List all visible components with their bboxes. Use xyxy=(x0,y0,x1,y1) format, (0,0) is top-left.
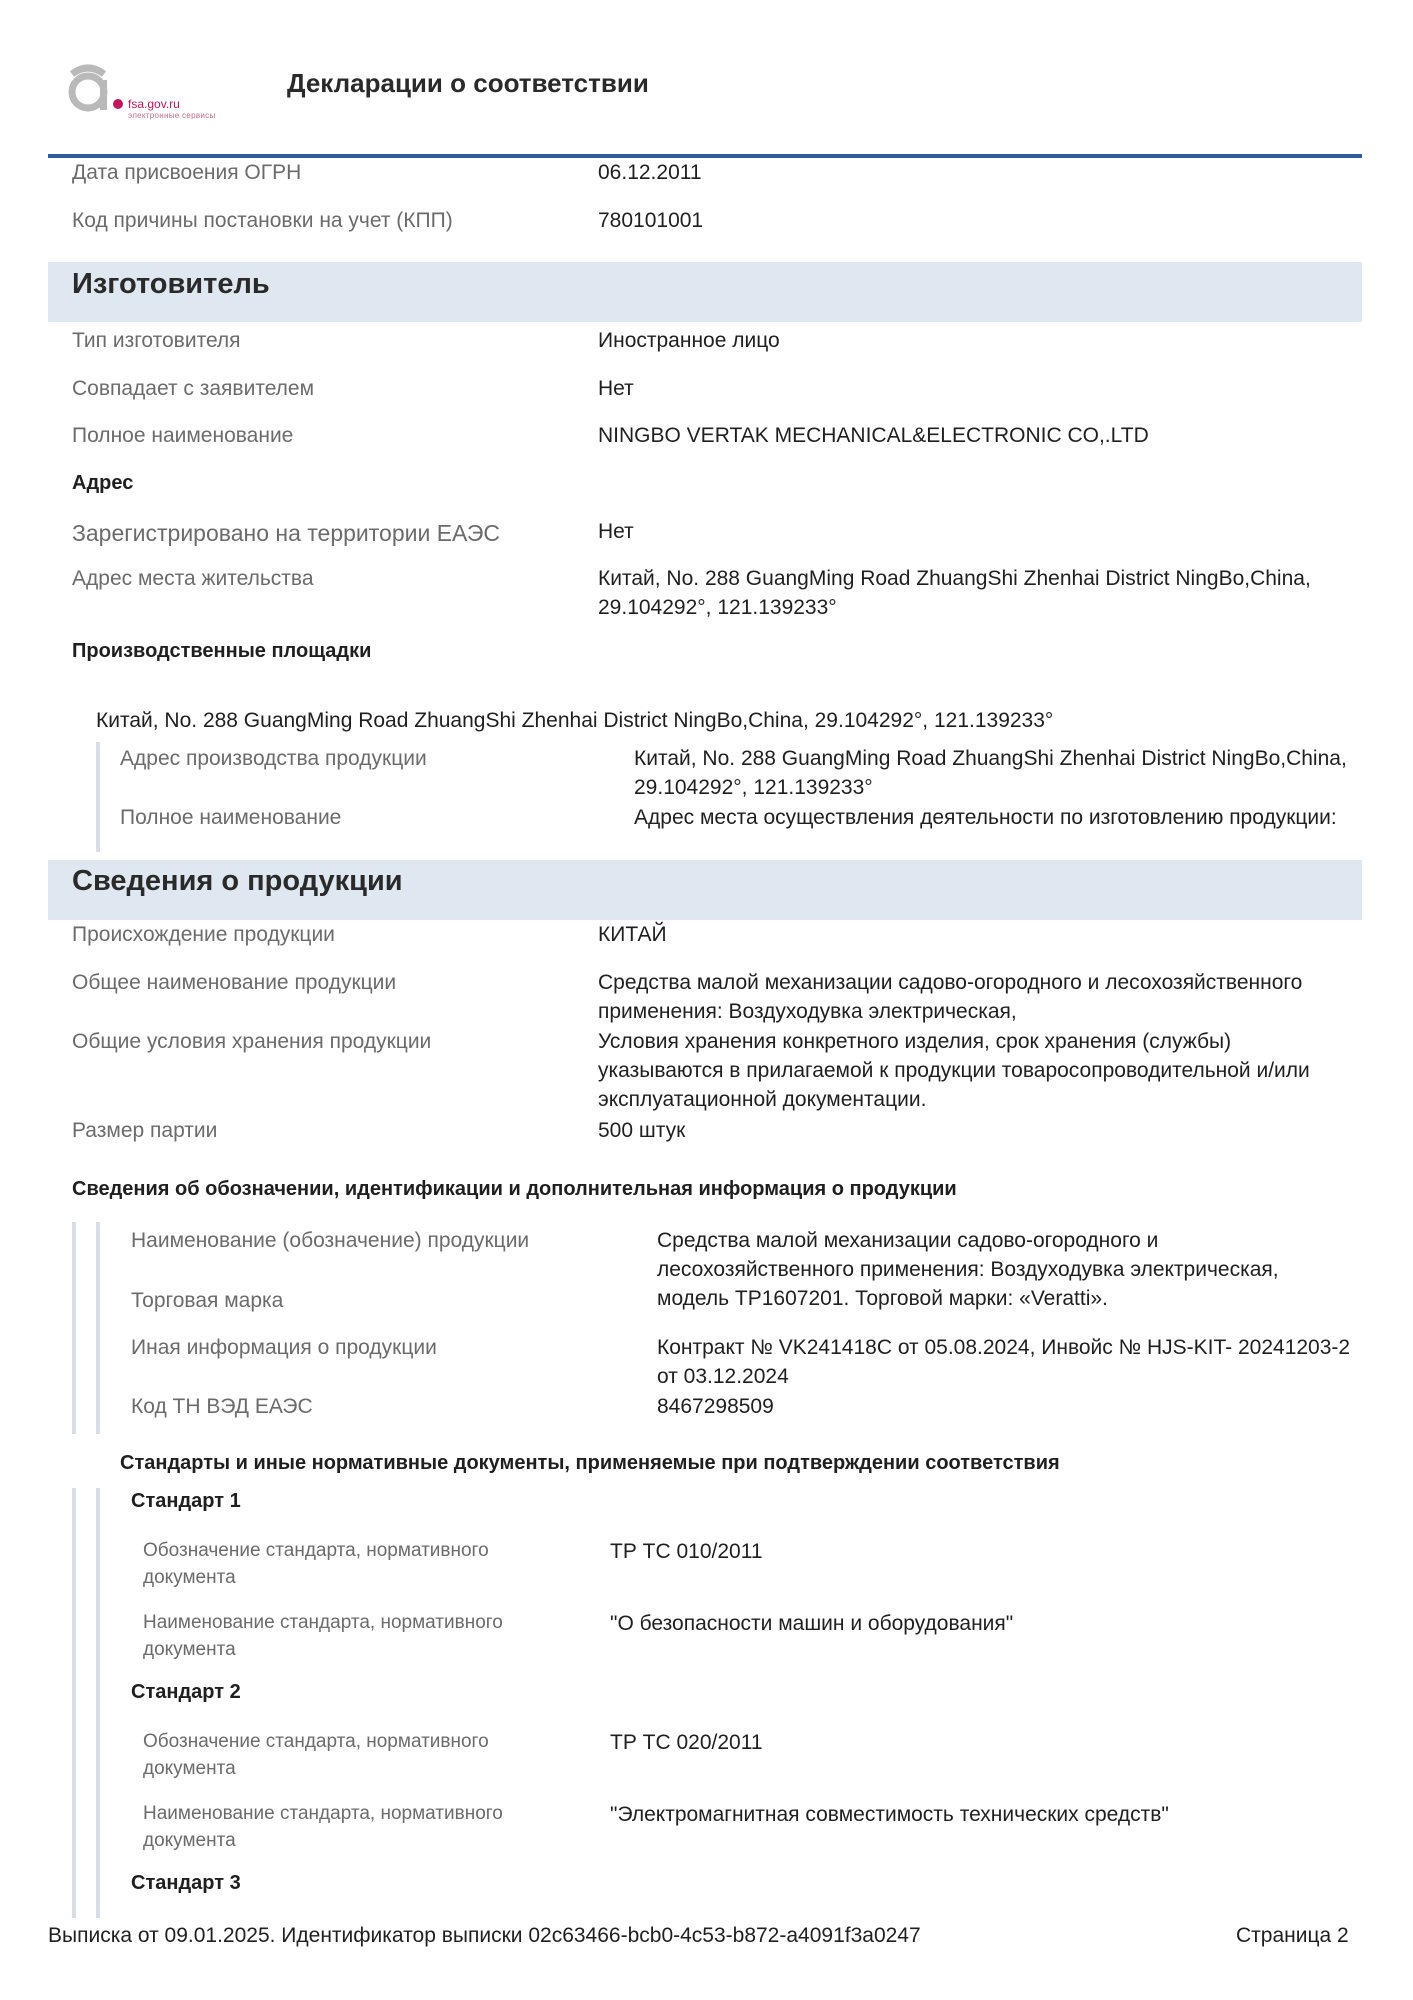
site-address-label: Адрес производства продукции xyxy=(120,747,427,770)
production-sites-heading: Производственные площадки xyxy=(72,640,372,662)
ogrn-date-value: 06.12.2011 xyxy=(598,161,702,184)
logo-domain: fsa.gov.ru xyxy=(128,97,180,111)
tnved-value: 8467298509 xyxy=(657,1395,774,1418)
standard-1-code-label-line2: документа xyxy=(143,1567,236,1588)
site-address-value-line1: Китай, No. 288 GuangMing Road ZhuangShi Zhenhai District NingBo,China, xyxy=(634,747,1347,770)
general-name-label: Общее наименование продукции xyxy=(72,971,397,994)
residence-address-label: Адрес места жительства xyxy=(72,567,314,590)
standard-1-name-label-line1: Наименование стандарта, нормативного xyxy=(143,1612,503,1633)
other-info-value-line1: Контракт № VK241418C от 05.08.2024, Инвойс № HJS-KIT- 20241203-2 xyxy=(657,1336,1351,1359)
site-name-value: Адрес места осуществления деятельности по изготовлению продукции: xyxy=(634,806,1337,829)
tnved-label: Код ТН ВЭД ЕАЭС xyxy=(131,1395,313,1418)
ogrn-date-label: Дата присвоения ОГРН xyxy=(72,161,302,184)
standard-3-title: Стандарт 3 xyxy=(131,1872,241,1894)
storage-value-line2: указываются в прилагаемой к продукции товаросопроводительной и/или xyxy=(598,1059,1310,1082)
brand-label: Торговая марка xyxy=(131,1289,284,1312)
batch-size-label: Размер партии xyxy=(72,1119,218,1142)
origin-label: Происхождение продукции xyxy=(72,923,335,946)
identification-heading: Сведения об обозначении, идентификации и дополнительная информация о продукции xyxy=(72,1178,957,1200)
standard-1-code-value: ТР ТС 010/2011 xyxy=(610,1540,763,1563)
header-divider xyxy=(48,154,1362,158)
standard-1-title: Стандарт 1 xyxy=(131,1490,241,1512)
standards-bar-outer xyxy=(72,1488,76,1918)
manufacturer-section-title: Изготовитель xyxy=(72,268,270,300)
batch-size-value: 500 штук xyxy=(598,1119,686,1142)
general-name-value-line1: Средства малой механизации садово-огородного и лесохозяйственного xyxy=(598,971,1303,994)
designation-value-line3: модель TP1607201. Торговой марки: «Veratti». xyxy=(657,1287,1108,1310)
other-info-value-line2: от 03.12.2024 xyxy=(657,1365,789,1388)
page-title: Декларации о соответствии xyxy=(287,68,649,98)
manufacturer-name-label: Полное наименование xyxy=(72,424,294,447)
production-site-bar xyxy=(96,742,100,852)
standard-2-code-label-line1: Обозначение стандарта, нормативного xyxy=(143,1731,489,1752)
standards-heading: Стандарты и иные нормативные документы, применяемые при подтверждении соответствия xyxy=(120,1452,1060,1474)
origin-value: КИТАЙ xyxy=(598,923,667,946)
storage-value-line1: Условия хранения конкретного изделия, срок хранения (службы) xyxy=(598,1030,1232,1053)
standard-1-name-label-line2: документа xyxy=(143,1639,236,1660)
other-info-label: Иная информация о продукции xyxy=(131,1336,437,1359)
site-name-label: Полное наименование xyxy=(120,806,342,829)
logo-subtitle: электронные сервисы xyxy=(128,111,216,120)
standard-1-name-value: "О безопасности машин и оборудования" xyxy=(610,1612,1014,1635)
standard-2-name-value: "Электромагнитная совместимость технических средств" xyxy=(610,1803,1169,1826)
kpp-value: 780101001 xyxy=(598,209,704,232)
footer-page-number: Страница 2 xyxy=(1236,1924,1349,1947)
product-section-title: Сведения о продукции xyxy=(72,865,403,897)
kpp-label: Код причины постановки на учет (КПП) xyxy=(72,209,453,232)
standard-2-code-label-line2: документа xyxy=(143,1758,236,1779)
designation-label: Наименование (обозначение) продукции xyxy=(131,1229,530,1252)
production-site-line: Китай, No. 288 GuangMing Road ZhuangShi Zhenhai District NingBo,China, 29.104292°, 121.139233° xyxy=(96,709,1054,732)
same-as-applicant-label: Совпадает с заявителем xyxy=(72,377,315,400)
standard-2-title: Стандарт 2 xyxy=(131,1681,241,1703)
standard-1-code-label-line1: Обозначение стандарта, нормативного xyxy=(143,1540,489,1561)
manufacturer-type-label: Тип изготовителя xyxy=(72,329,241,352)
residence-address-value-line2: 29.104292°, 121.139233° xyxy=(598,596,837,619)
standard-2-name-label-line2: документа xyxy=(143,1830,236,1851)
storage-value-line3: эксплуатационной документации. xyxy=(598,1088,927,1111)
manufacturer-type-value: Иностранное лицо xyxy=(598,329,780,352)
address-heading: Адрес xyxy=(72,472,134,494)
standard-2-code-value: ТР ТС 020/2011 xyxy=(610,1731,763,1754)
manufacturer-name-value: NINGBO VERTAK MECHANICAL&ELECTRONIC CO,.LTD xyxy=(598,424,1149,447)
eaeu-registered-value: Нет xyxy=(598,520,634,543)
eaeu-registered-label: Зарегистрировано на территории ЕАЭС xyxy=(72,520,501,546)
standard-2-name-label-line1: Наименование стандарта, нормативного xyxy=(143,1803,503,1824)
site-address-value-line2: 29.104292°, 121.139233° xyxy=(634,776,873,799)
storage-label: Общие условия хранения продукции xyxy=(72,1030,432,1053)
designation-value-line1: Средства малой механизации садово-огородного и xyxy=(657,1229,1159,1252)
footer-extract-id: Выписка от 09.01.2025. Идентификатор выписки 02c63466-bcb0-4c53-b872-a4091f3a0247 xyxy=(48,1924,921,1947)
standards-bar-inner xyxy=(96,1488,100,1918)
general-name-value-line2: применения: Воздуходувка электрическая, xyxy=(598,1000,1017,1023)
designation-value-line2: лесохозяйственного применения: Воздуходувка электрическая, xyxy=(657,1258,1279,1281)
identification-bar-inner xyxy=(96,1222,100,1434)
identification-bar-outer xyxy=(72,1222,76,1434)
same-as-applicant-value: Нет xyxy=(598,377,634,400)
residence-address-value-line1: Китай, No. 288 GuangMing Road ZhuangShi Zhenhai District NingBo,China, xyxy=(598,567,1311,590)
